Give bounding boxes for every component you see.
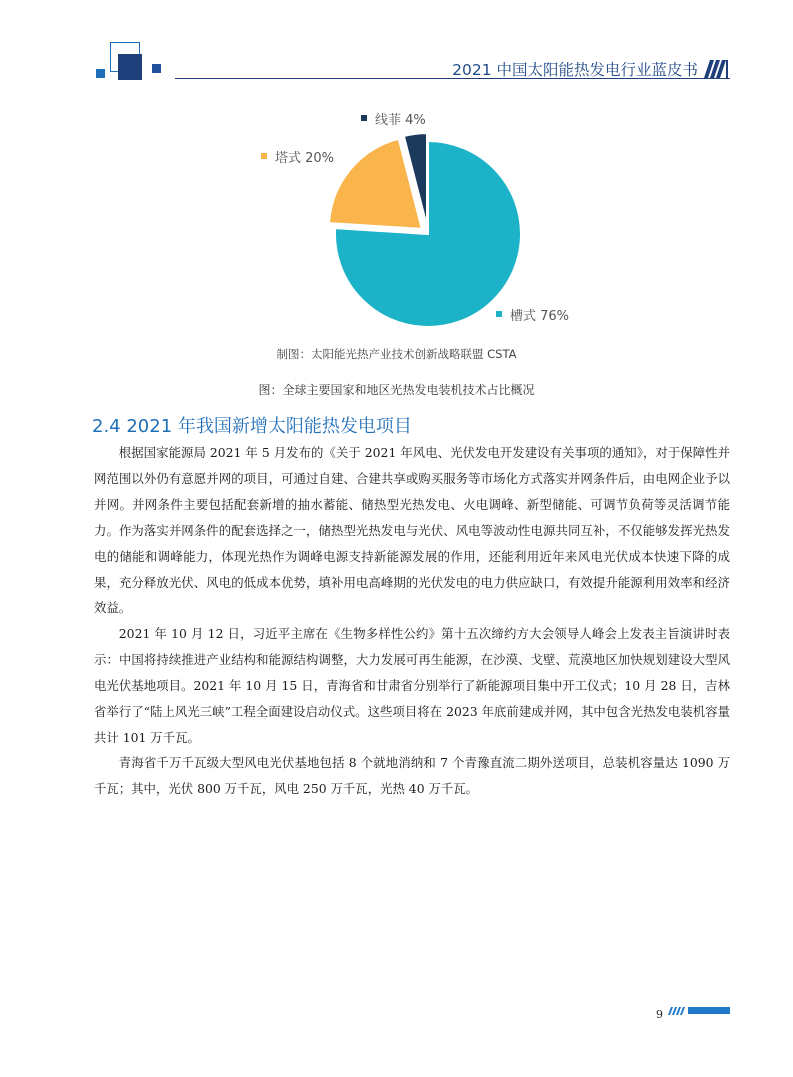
footer-stripes-decoration	[668, 1004, 688, 1018]
body-paragraph: 根据国家能源局 2021 年 5 月发布的《关于 2021 年风电、光伏发电开发建设有关事项的通知》，对于保障性并网范围以外仍有意愿并网的项目，可通过自建、合建共享或购买服务等市场化方式落实并网条件后，由电网企业予以并网。并网条件主要包括配套新增的抽水蓄能、储热型光热发电、火电调峰、新型储能、可调节负荷等灵活调节能力。作为落实并网条件的配套选择之一，储热型光热发电与光伏、风电等波动性电源共同互补，不仅能够发挥光热发电的储能和调峰能力，体现光热作为调峰电源支持新能源发展的作用，还能利用近年来风电光伏成本快速下降的成果，充分释放光伏、风电的低成本优势，填补用电高峰期的光伏发电的电力供应缺口，有效提升能源利用效率和经济效益。	[94, 445, 730, 616]
pie-label-swatch	[496, 311, 502, 317]
body-paragraph: 2021 年 10 月 12 日，习近平主席在《生物多样性公约》第十五次缔约方大会领导人峰会上发表主旨演讲时表示：中国将持续推进产业结构和能源结构调整，大力发展可再生能源，在沙漠、戈壁、荒漠地区加快规划建设大型风电光伏基地项目。2021 年 10 月 15 日，青海省和甘肃省分别举行了新能源项目集中开工仪式；10 月 28 日，吉林省举行了“陆上风光三峡”工程全面建设启动仪式。这些项目将在 2023 年底前建成并网，其中包含光热发电装机容量共计 101 万千瓦。	[94, 626, 730, 745]
header-stripes-decoration	[700, 60, 730, 78]
footer-bar	[688, 1007, 730, 1014]
pie-data-label: 槽式 76%	[510, 309, 570, 324]
pie-data-label: 塔式 20%	[275, 151, 335, 166]
pie-data-label: 线菲 4%	[375, 113, 426, 128]
body-paragraph: 青海省千万千瓦级大型风电光伏基地包括 8 个就地消纳和 7 个青豫直流二期外送项目，总装机容量达 1090 万千瓦；其中，光伏 800 万千瓦，风电 250 万千瓦，光热 40 万千瓦。	[94, 755, 730, 796]
figure-caption: 图：全球主要国家和地区光热发电装机技术占比概况	[258, 383, 535, 397]
section-heading: 2.4 2021 年我国新增太阳能热发电项目	[92, 416, 412, 437]
header-square-large	[118, 54, 142, 80]
pie-chart	[240, 100, 600, 340]
pie-label-swatch	[361, 115, 367, 121]
chart-credit: 制图：太阳能光热产业技术创新战略联盟 CSTA	[276, 347, 517, 361]
header-square-small	[96, 69, 105, 78]
header-square-accent	[152, 64, 161, 73]
page-number: 9	[656, 1008, 663, 1021]
pie-label-swatch	[261, 153, 267, 159]
running-header-title: 2021 中国太阳能热发电行业蓝皮书	[452, 61, 698, 79]
